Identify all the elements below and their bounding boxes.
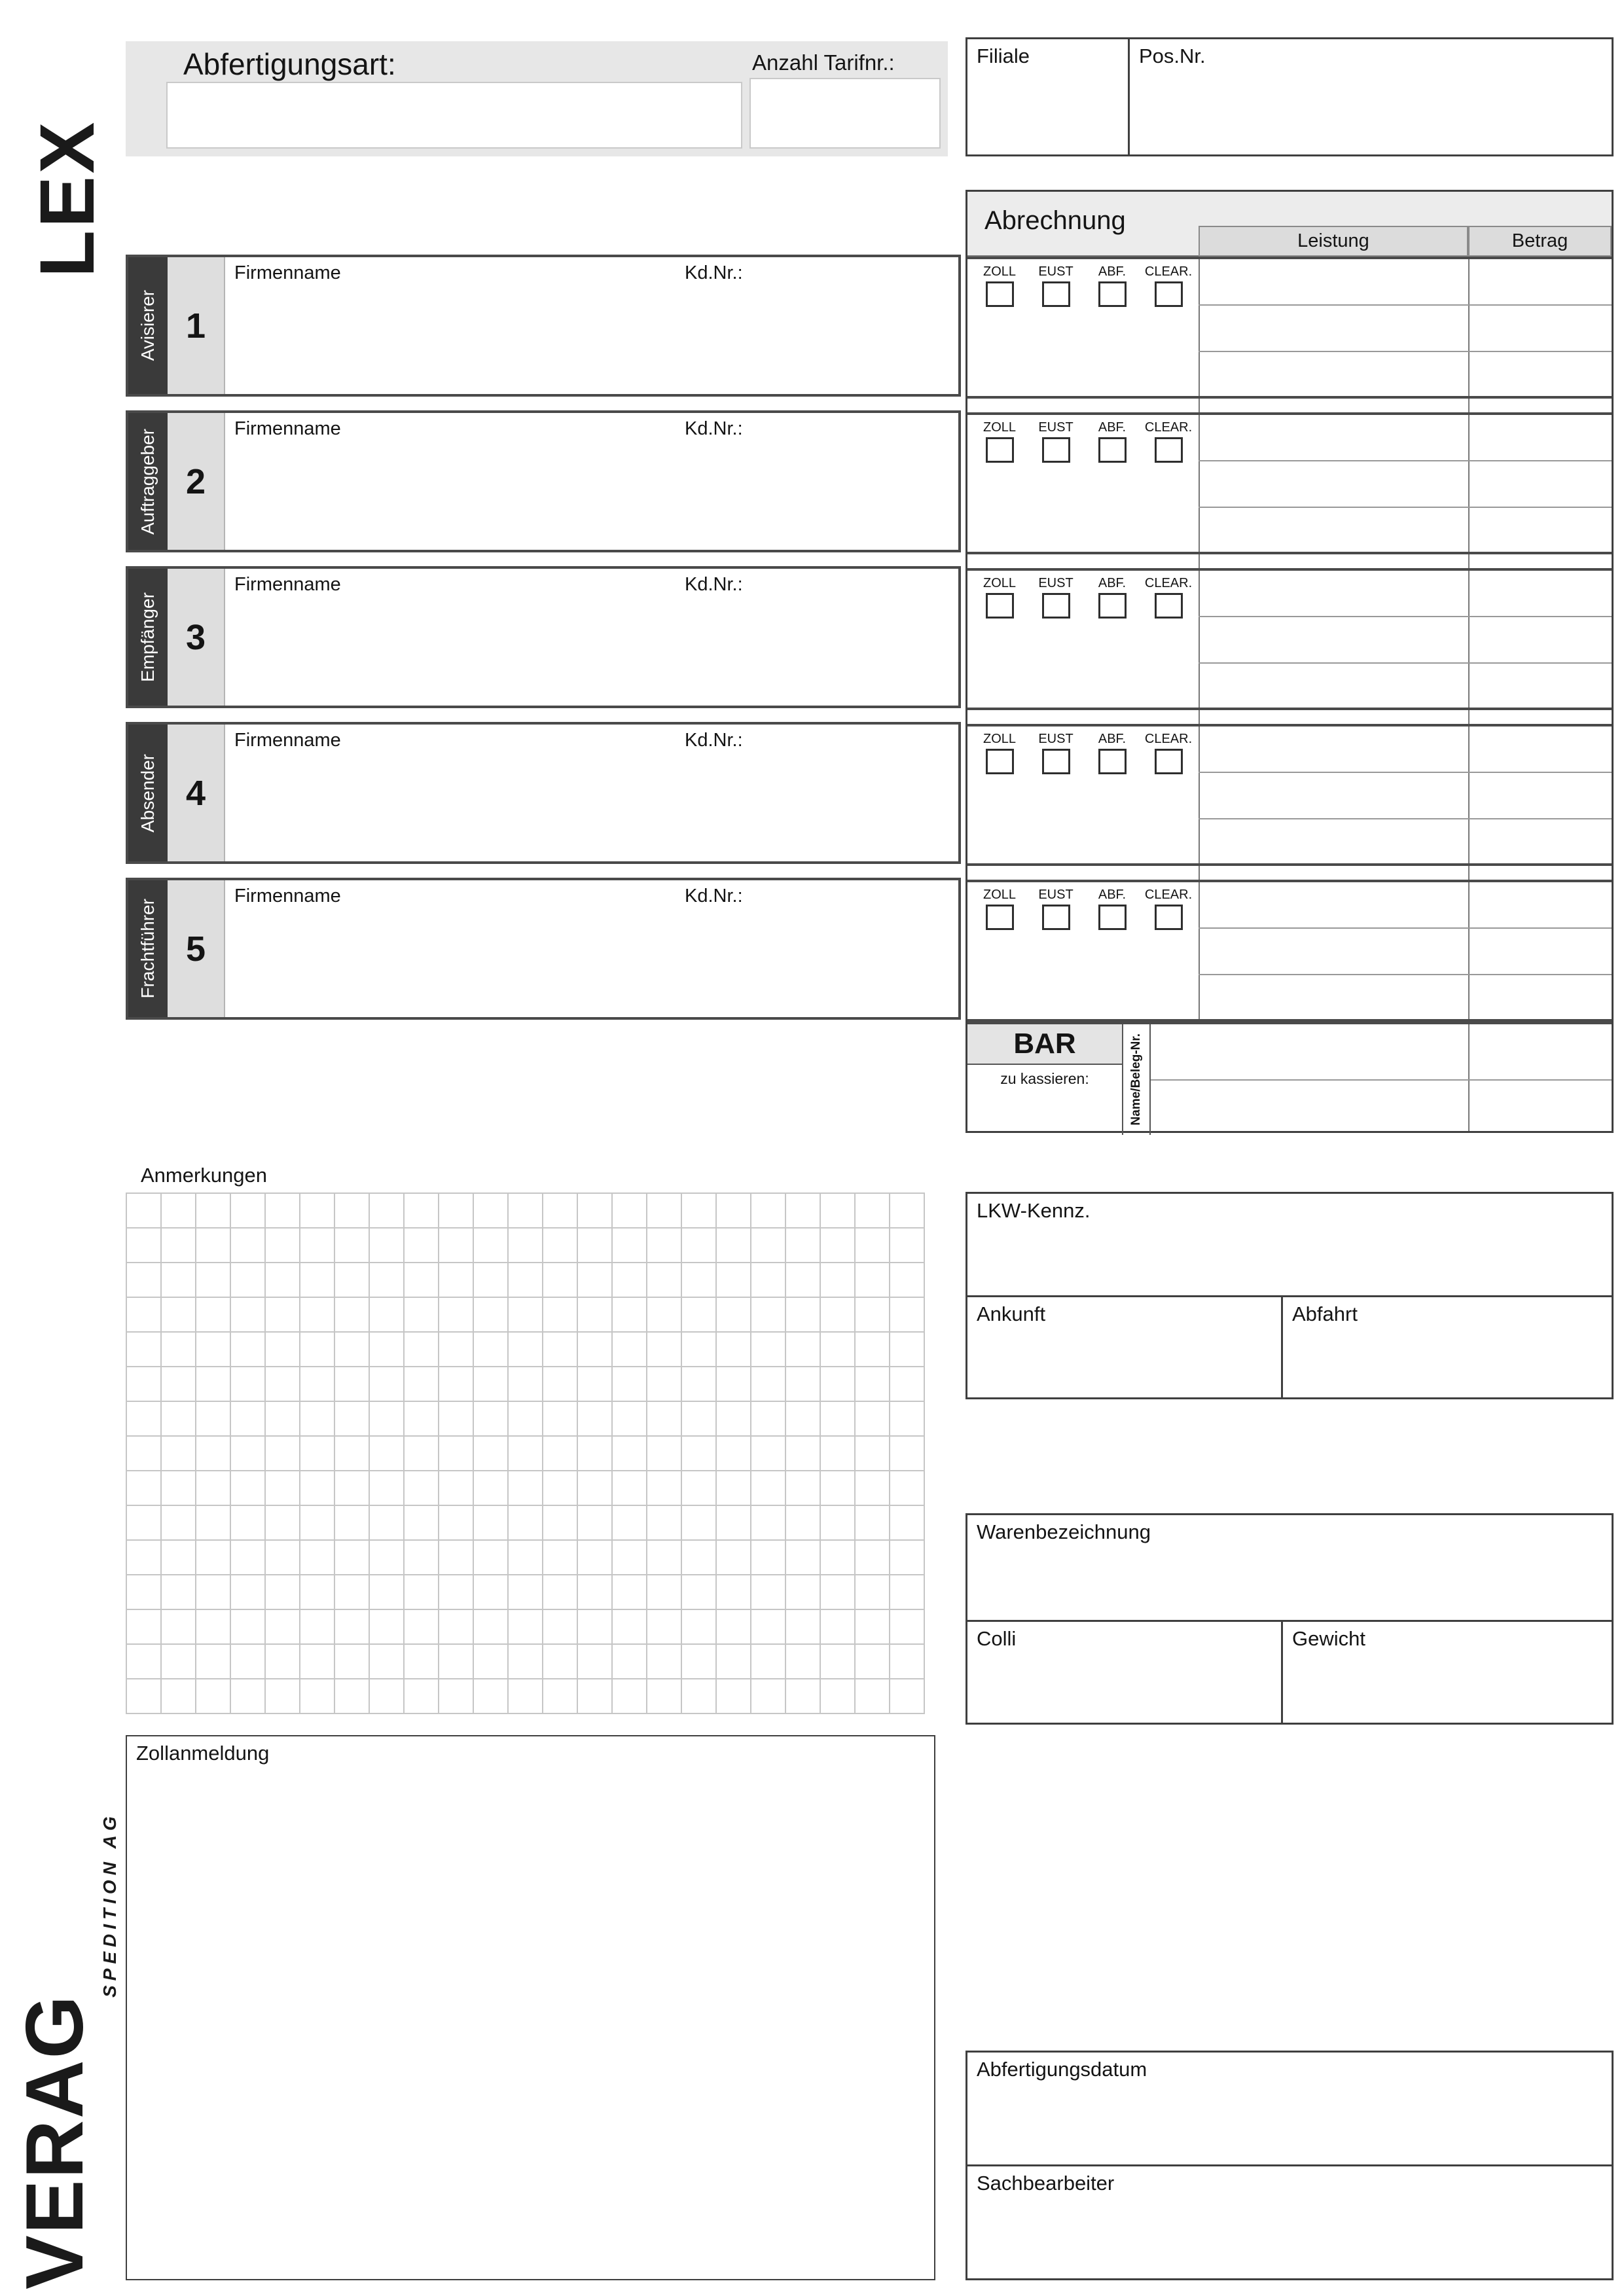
- zoll-checkbox[interactable]: [986, 749, 1014, 774]
- abrechnung-title: Abrechnung: [984, 206, 1126, 235]
- spedition-ag-label: SPEDITION AG: [99, 1812, 120, 1998]
- sachbearbeiter-field[interactable]: [967, 2166, 1612, 2278]
- gewicht-field[interactable]: [1283, 1622, 1612, 1723]
- eust-checkbox[interactable]: [1042, 437, 1070, 463]
- anzahl-tarifnr-label: Anzahl Tarifnr.:: [752, 50, 895, 75]
- kdnr-label: Kd.Nr.:: [685, 886, 743, 906]
- name-beleg-strip: [1123, 1024, 1151, 1135]
- bar-title: BAR: [967, 1024, 1122, 1065]
- abfertigungsart-input[interactable]: [166, 82, 742, 149]
- abfertigungsdatum-field[interactable]: [967, 2053, 1612, 2166]
- clear-checkbox[interactable]: [1155, 905, 1183, 930]
- party-role-label: Absender: [137, 753, 158, 833]
- lkw-box: [965, 1192, 1614, 1399]
- zoll-checkbox-label: ZOLL: [983, 888, 1017, 902]
- filiale-field[interactable]: [967, 39, 1130, 154]
- warenbezeichnung-label: Warenbezeichnung: [977, 1520, 1151, 1543]
- zu-kassieren-field[interactable]: [967, 1065, 1122, 1134]
- abf-checkbox[interactable]: [1098, 437, 1127, 463]
- lkw-kennz-label: LKW-Kennz.: [977, 1199, 1091, 1222]
- party-number-value: 2: [185, 461, 206, 501]
- eust-checkbox-label: EUST: [1038, 888, 1074, 902]
- party-role-bar: [128, 569, 168, 706]
- clear-checkbox-label: CLEAR.: [1144, 576, 1193, 590]
- row-divider: [1199, 351, 1612, 352]
- eust-checkbox-label: EUST: [1038, 420, 1074, 435]
- party-role-bar: [128, 413, 168, 550]
- name-beleg-label: Name/Beleg-Nr.: [1129, 1033, 1143, 1126]
- leistung-column-header: Leistung: [1199, 226, 1468, 257]
- party-fields[interactable]: [225, 880, 958, 1017]
- abrechnung-row-1: [967, 257, 1612, 399]
- abfertigungsart-label: Abfertigungsart:: [183, 47, 396, 81]
- gewicht-label: Gewicht: [1292, 1627, 1365, 1650]
- anmerkungen-label: Anmerkungen: [141, 1164, 268, 1187]
- firmenname-label: Firmenname: [234, 574, 341, 595]
- party-number-value: 4: [185, 773, 206, 813]
- zoll-checkbox[interactable]: [986, 437, 1014, 463]
- posnr-label: Pos.Nr.: [1139, 45, 1206, 67]
- party-block-frachtfuehrer: [126, 878, 961, 1020]
- abrechnung-header: [967, 192, 1612, 257]
- abf-checkbox-label: ABF.: [1098, 732, 1127, 746]
- zoll-checkbox-label: ZOLL: [983, 576, 1017, 590]
- verag-logo: VERAG: [10, 1994, 100, 2289]
- zoll-checkbox[interactable]: [986, 905, 1014, 930]
- filiale-label: Filiale: [977, 45, 1030, 67]
- party-role-label: Avisierer: [137, 290, 158, 361]
- clear-checkbox[interactable]: [1155, 593, 1183, 619]
- eust-checkbox[interactable]: [1042, 281, 1070, 307]
- party-role-bar: [128, 257, 168, 394]
- clear-checkbox-label: CLEAR.: [1144, 732, 1193, 746]
- ankunft-label: Ankunft: [977, 1302, 1046, 1325]
- party-fields[interactable]: [225, 725, 958, 861]
- firmenname-label: Firmenname: [234, 730, 341, 751]
- bar-row-divider: [1151, 1079, 1612, 1081]
- eust-checkbox-label: EUST: [1038, 576, 1074, 590]
- zoll-checkbox-label: ZOLL: [983, 732, 1017, 746]
- firmenname-label: Firmenname: [234, 262, 341, 283]
- abf-checkbox[interactable]: [1098, 749, 1127, 774]
- party-role-label: Frachtführer: [137, 899, 158, 999]
- bar-section: [967, 1022, 1612, 1135]
- party-number: [168, 413, 225, 550]
- party-block-absender: [126, 722, 961, 864]
- row-divider: [1199, 974, 1612, 975]
- eust-checkbox[interactable]: [1042, 905, 1070, 930]
- row-divider: [1199, 507, 1612, 508]
- waren-box: [965, 1513, 1614, 1725]
- kdnr-label: Kd.Nr.:: [685, 262, 743, 283]
- betrag-column-header: Betrag: [1468, 226, 1612, 257]
- customs-checkboxes-3: [967, 571, 1199, 708]
- kdnr-label: Kd.Nr.:: [685, 730, 743, 751]
- lex-logo: LEX: [24, 119, 111, 278]
- colli-field[interactable]: [967, 1622, 1283, 1723]
- party-number: [168, 257, 225, 394]
- abfertigungsdatum-label: Abfertigungsdatum: [977, 2058, 1147, 2081]
- abf-checkbox-label: ABF.: [1098, 420, 1127, 435]
- party-block-empfaenger: [126, 566, 961, 708]
- bar-cell: [967, 1024, 1123, 1135]
- clear-checkbox[interactable]: [1155, 281, 1183, 307]
- party-role-label: Auftraggeber: [137, 428, 158, 535]
- processing-box: [965, 2051, 1614, 2280]
- firmenname-label: Firmenname: [234, 418, 341, 439]
- zoll-checkbox-label: ZOLL: [983, 420, 1017, 435]
- clear-checkbox[interactable]: [1155, 437, 1183, 463]
- kdnr-label: Kd.Nr.:: [685, 418, 743, 439]
- zoll-checkbox[interactable]: [986, 281, 1014, 307]
- party-fields[interactable]: [225, 569, 958, 706]
- eust-checkbox[interactable]: [1042, 593, 1070, 619]
- abrechnung-panel: [965, 190, 1614, 1133]
- abrechnung-row-5: [967, 880, 1612, 1022]
- party-fields[interactable]: [225, 413, 958, 550]
- clear-checkbox-label: CLEAR.: [1144, 888, 1193, 902]
- abf-checkbox-label: ABF.: [1098, 576, 1127, 590]
- abf-checkbox-label: ABF.: [1098, 888, 1127, 902]
- abrechnung-row-4: [967, 724, 1612, 866]
- abf-checkbox[interactable]: [1098, 281, 1127, 307]
- firmenname-label: Firmenname: [234, 886, 341, 906]
- clear-checkbox-label: CLEAR.: [1144, 420, 1193, 435]
- lkw-kennz-field[interactable]: [967, 1194, 1612, 1297]
- row-divider: [1199, 304, 1612, 306]
- abrechnung-row-2: [967, 412, 1612, 554]
- anzahl-tarifnr-input[interactable]: [749, 78, 941, 149]
- eust-checkbox-label: EUST: [1038, 732, 1074, 746]
- party-number-value: 3: [185, 617, 206, 657]
- sachbearbeiter-label: Sachbearbeiter: [977, 2172, 1115, 2195]
- row-divider: [1199, 662, 1612, 664]
- zollanmeldung-field[interactable]: [126, 1735, 935, 2280]
- party-number-value: 5: [185, 929, 206, 969]
- party-role-label: Empfänger: [137, 592, 158, 682]
- abf-checkbox[interactable]: [1098, 593, 1127, 619]
- abf-checkbox[interactable]: [1098, 905, 1127, 930]
- posnr-field[interactable]: [1130, 39, 1612, 154]
- row-divider: [1199, 460, 1612, 461]
- filiale-posnr-box: [965, 37, 1614, 156]
- row-divider: [1199, 818, 1612, 819]
- party-number: [168, 725, 225, 861]
- party-number: [168, 880, 225, 1017]
- party-number: [168, 569, 225, 706]
- abf-checkbox-label: ABF.: [1098, 264, 1127, 279]
- abrechnung-row-3: [967, 568, 1612, 710]
- abfahrt-label: Abfahrt: [1292, 1302, 1358, 1325]
- zoll-checkbox[interactable]: [986, 593, 1014, 619]
- clear-checkbox-label: CLEAR.: [1144, 264, 1193, 279]
- zollanmeldung-label: Zollanmeldung: [136, 1742, 270, 1765]
- eust-checkbox-label: EUST: [1038, 264, 1074, 279]
- party-role-bar: [128, 880, 168, 1017]
- row-divider: [1199, 772, 1612, 773]
- row-divider: [1199, 927, 1612, 929]
- clear-checkbox[interactable]: [1155, 749, 1183, 774]
- eust-checkbox[interactable]: [1042, 749, 1070, 774]
- zoll-checkbox-label: ZOLL: [983, 264, 1017, 279]
- ankunft-field[interactable]: [967, 1297, 1283, 1397]
- header-band: [126, 41, 948, 156]
- kdnr-label: Kd.Nr.:: [685, 574, 743, 595]
- anmerkungen-grid-field[interactable]: [126, 1193, 925, 1714]
- party-block-avisierer: [126, 255, 961, 397]
- customs-checkboxes-4: [967, 726, 1199, 863]
- party-block-auftraggeber: [126, 410, 961, 552]
- party-number-value: 1: [185, 306, 206, 346]
- customs-checkboxes-1: [967, 259, 1199, 396]
- warenbezeichnung-field[interactable]: [967, 1515, 1612, 1622]
- party-fields[interactable]: [225, 257, 958, 394]
- abfahrt-field[interactable]: [1283, 1297, 1612, 1397]
- party-role-bar: [128, 725, 168, 861]
- customs-checkboxes-2: [967, 415, 1199, 552]
- row-divider: [1199, 616, 1612, 617]
- zu-kassieren-label: zu kassieren:: [1000, 1070, 1089, 1087]
- colli-label: Colli: [977, 1627, 1017, 1650]
- customs-checkboxes-5: [967, 882, 1199, 1019]
